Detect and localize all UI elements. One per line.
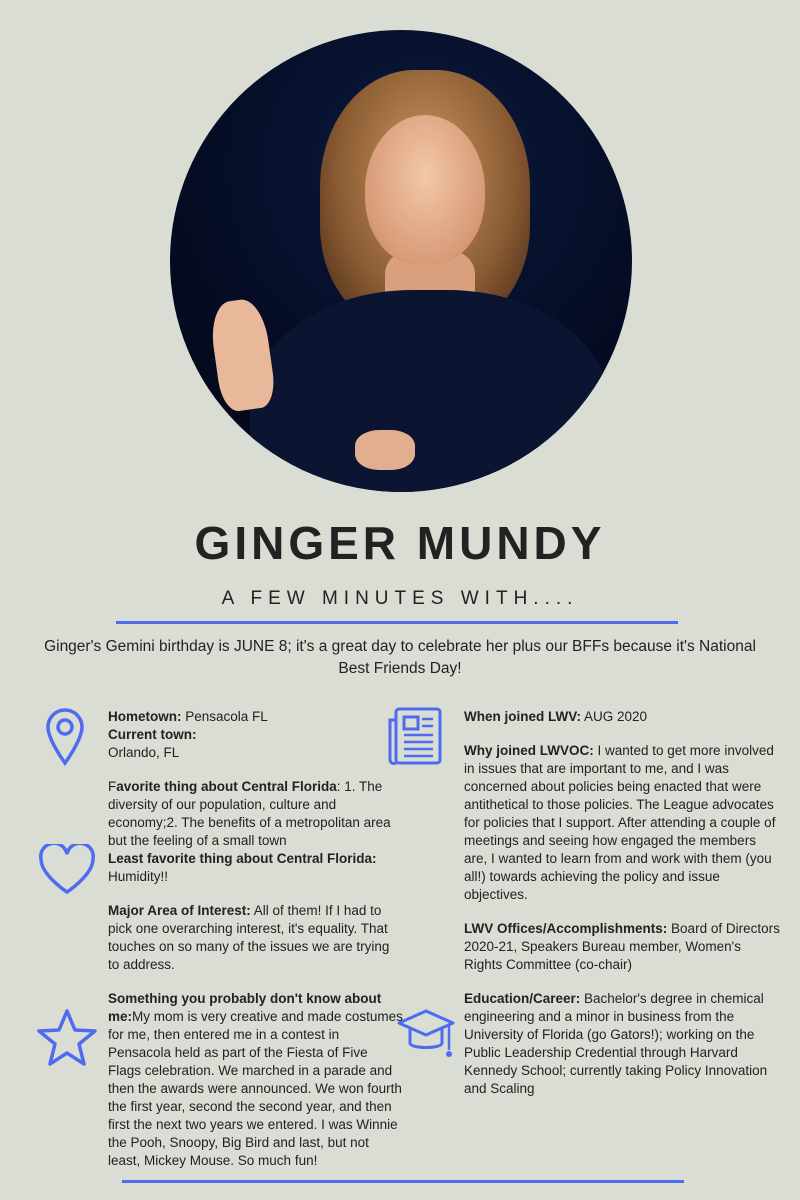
current-town-label: Current town: — [108, 727, 197, 742]
favorite-label: avorite thing about Central Florida — [116, 779, 337, 794]
graduation-cap-icon — [396, 1008, 456, 1062]
education-label: Education/Career: — [464, 991, 581, 1006]
joined-value: AUG 2020 — [581, 709, 648, 724]
secret-label: Something you probably don't know about me: — [108, 991, 382, 1024]
why-joined-value: I wanted to get more involved in issues that are important to me, and I was concerned about policies being enacted that were antithetical to those policies. The League advocates for policies that I support. After attending a couple of meetings and seeing how engaged the members are, I wanted to learn from and work with them (you all!) towards achieving the policy and issue objectives. — [464, 743, 776, 902]
photo-hand — [208, 297, 278, 414]
secret-value: My mom is very creative and made costumes for me, then entered me in a contest in Pensacola held as part of the Fiesta of Five Flags celebration. We marched in a parade and then the awards were announced. We won fourth the first year, second the second year, and then first the next two years we entered. I was Winnie the Pooh, Snoopy, Big Bird and last, but not least, Mickey Mouse. So much fun! — [108, 1009, 403, 1168]
page-title: GINGER MUNDY — [194, 517, 606, 569]
photo-face — [365, 115, 485, 265]
photo-hand-crossed — [355, 430, 415, 470]
favorite-value: : 1. The diversity of our population, culture and economy;2. The benefits of a metropolitan area but the feeling of a small town — [108, 779, 391, 848]
hometown-label: Hometown: — [108, 709, 182, 724]
least-favorite-value: Humidity!! — [108, 869, 169, 884]
favorite-prefix: F — [108, 779, 117, 794]
why-joined-label: Why joined LWVOC: — [464, 743, 594, 758]
heart-icon — [38, 844, 96, 896]
least-favorite-label: Least favorite thing about Central Florida: — [108, 851, 377, 866]
title-divider — [116, 621, 678, 624]
footer-divider — [122, 1180, 684, 1183]
left-column — [108, 708, 404, 1186]
interest-label: Major Area of Interest: — [108, 903, 251, 918]
education-value: Bachelor's degree in chemical engineering and a minor in business from the University of Florida (go Gators!); working on the Public Leadership Credential through Harvard Kennedy School; currently taking Policy Innovation and Scaling — [464, 991, 768, 1096]
star-icon — [36, 1008, 98, 1068]
offices-label: LWV Offices/Accomplishments: — [464, 921, 668, 936]
interest-value: All of them! If I had to pick one overarching interest, it's equality. That touches on so many of the issues we are trying to address. — [108, 903, 390, 972]
page-subtitle: A FEW MINUTES WITH.... — [221, 588, 579, 609]
intro-text: Ginger's Gemini birthday is JUNE 8; it's a great day to celebrate her plus our BFFs because it's National Best Friends Day! — [44, 638, 756, 677]
hometown-value: Pensacola FL — [181, 709, 268, 724]
profile-photo — [170, 30, 632, 492]
right-column — [464, 708, 782, 1114]
current-town-value: Orlando, FL — [108, 745, 180, 760]
joined-label: When joined LWV: — [464, 709, 581, 724]
photo-body — [250, 290, 610, 492]
offices-value: Board of Directors 2020-21, Speakers Bureau member, Women's Rights Committee (co-chair) — [464, 921, 780, 972]
location-pin-icon — [44, 706, 86, 766]
